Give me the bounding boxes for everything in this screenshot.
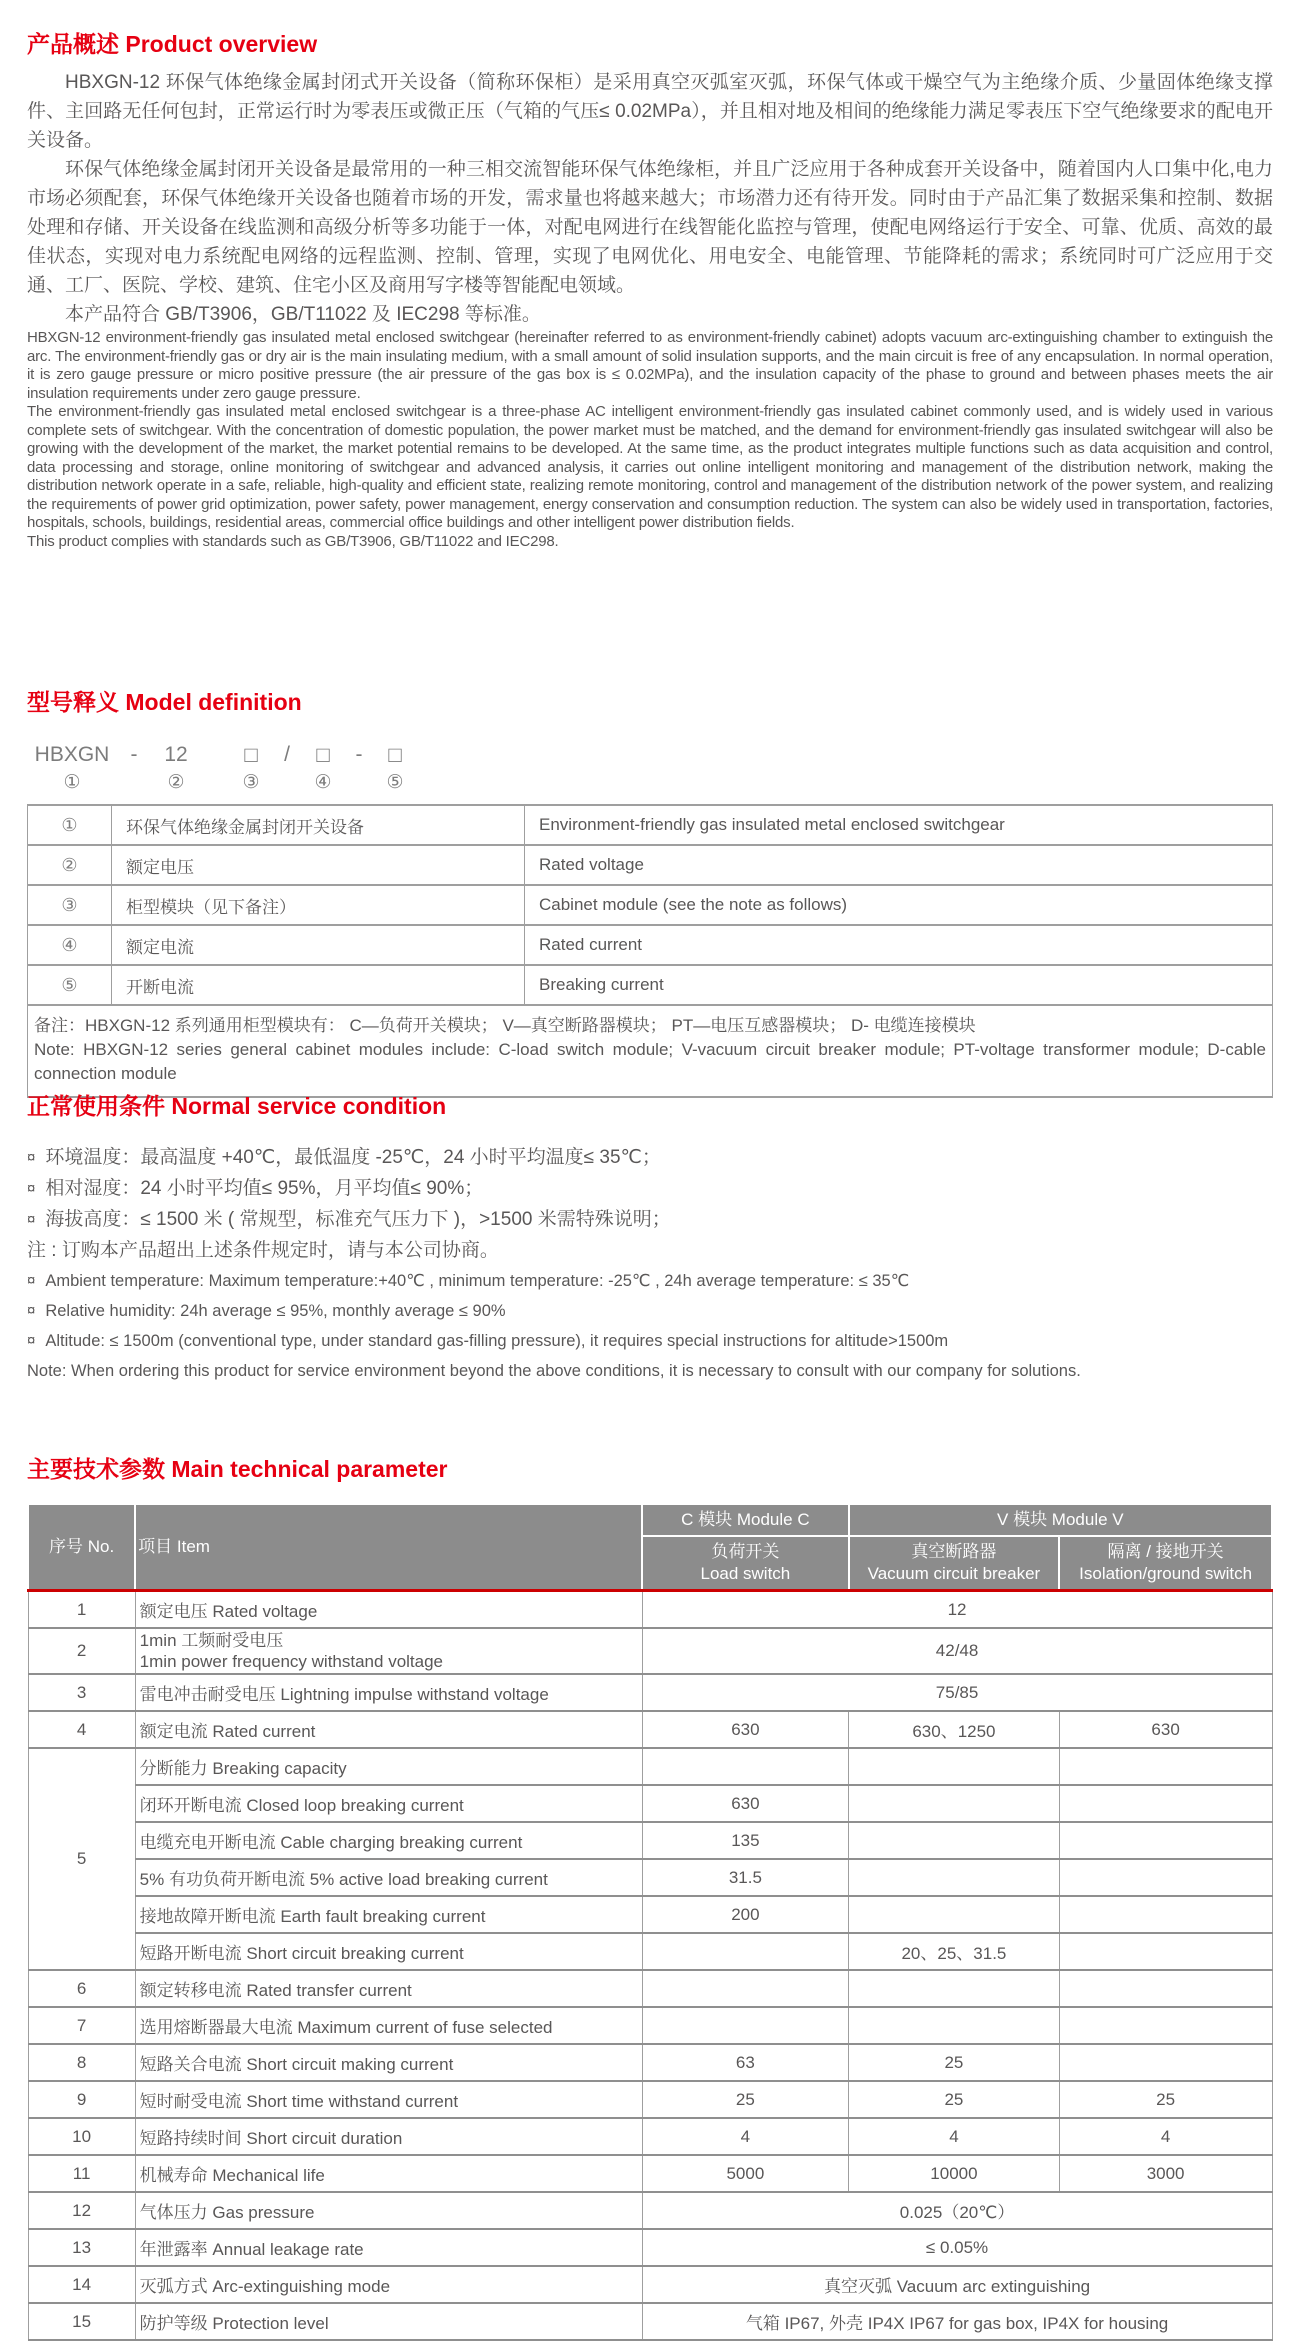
section-title-model-definition: 型号释义 Model definition [27, 689, 302, 715]
table-row: 8 短路关合电流 Short circuit making current 63 25 [28, 2044, 1272, 2081]
list-item: ¤ 环境温度：最高温度 +40℃，最低温度 -25℃，24 小时平均温度≤ 35℃； [27, 1142, 1273, 1173]
header-load-switch: 负荷开关 Load switch [642, 1536, 849, 1591]
header-no: 序号 No. [28, 1504, 135, 1591]
overview-paragraph-en-2: The environment-friendly gas insulated metal enclosed switchgear is a three-phase AC intelligent environment-friendly gas insulated cabinet commonly used, and is widely used in various complete sets of switchgear. With the concentration of domestic population, the power market must be matched, and the demand for environment-friendly gas insulated switchgear will also be growing with the development of the market, the market potential remains to be developed. At the same time, as the product integrates multiple functions such as data acquisition and control, data processing and storage, online monitoring of switchgear and advanced analysis, it carries out online intelligent monitoring and management of the distribution network, making the distribution network operate in a safe, reliable, high-quality and efficient state, realizing remote monitoring, control and management of the distribution network of the power system, and realizing the requirements of power grid optimization, power safety, power management, energy conservation and consumption reduction. The system can also be widely used in transportation, factories, hospitals, schools, buildings, residential areas, commercial office buildings and other intelligent power distribution fields. [27, 403, 1273, 531]
bullet-marker: ¤ [27, 1272, 36, 1289]
table-row: 2 1min 工频耐受电压 1min power frequency withstand voltage 42/48 [28, 1628, 1272, 1674]
table-row-note [28, 1005, 1273, 1097]
table-row: ④ 额定电流 Rated current [28, 925, 1273, 965]
bullet-marker: ¤ [27, 1302, 36, 1319]
list-item: ¤ Ambient temperature: Maximum temperature:+40℃ , minimum temperature: -25℃ , 24h average temperature: ≤ 35℃ [27, 1266, 1273, 1296]
header-isolation-ground-switch: 隔离 / 接地开关 Isolation/ground switch [1059, 1536, 1272, 1591]
section-title-service-condition: 正常使用条件 Normal service condition [27, 1093, 447, 1119]
service-note-en: Note: When ordering this product for service environment beyond the above conditions, it is necessary to consult with our company for solutions. [27, 1362, 1081, 1380]
model-code-prefix: HBXGN [34, 743, 110, 766]
section-title-product-overview: 产品概述 Product overview [27, 31, 318, 57]
table-row: ① 环保气体绝缘金属封闭开关设备 Environment-friendly gas insulated metal enclosed switchgear [28, 805, 1273, 845]
section-technical-parameter [27, 1455, 1273, 2333]
model-note-zh: 备注：HBXGN-12 系列通用柜型模块有： C—负荷开关模块； V—真空断路器模块； PT—电压互感器模块； D- 电缆连接模块 [34, 1016, 976, 1035]
table-row: 1 额定电压 Rated voltage 12 [28, 1591, 1272, 1629]
table-row: 3 雷电冲击耐受电压 Lightning impulse withstand voltage 75/85 [28, 1674, 1272, 1711]
table-row: 9 短时耐受电流 Short time withstand current 25 25 25 [28, 2081, 1272, 2118]
table-row: 11 机械寿命 Mechanical life 5000 10000 3000 [28, 2155, 1272, 2192]
service-condition-list [27, 1142, 1273, 1386]
table-row: 12 气体压力 Gas pressure 0.025（20℃） [28, 2192, 1272, 2229]
overview-paragraph-en-3: This product complies with standards such as GB/T3906, GB/T11022 and IEC298. [27, 532, 559, 550]
table-row: 14 灭弧方式 Arc-extinguishing mode 真空灭弧 Vacuum arc extinguishing [28, 2266, 1272, 2303]
section-model-definition [27, 688, 1273, 1090]
bullet-marker: ¤ [27, 1149, 36, 1166]
list-item: ¤ 相对湿度：24 小时平均值≤ 95%，月平均值≤ 90%； [27, 1173, 1273, 1204]
model-note-en: Note: HBXGN-12 series general cabinet modules include: C-load switch module; V-vacuum circuit breaker module; PT-voltage transformer module; D-cable connection module [34, 1040, 1266, 1083]
table-header [28, 1504, 1272, 1591]
table-row: 7 选用熔断器最大电流 Maximum current of fuse selected [28, 2007, 1272, 2044]
overview-paragraph-zh-2: 环保气体绝缘金属封闭开关设备是最常用的一种三相交流智能环保气体绝缘柜，并且广泛应用于各种成套开关设备中，随着国内人口集中化,电力市场必须配套，环保气体绝缘开关设备也随着市场的开发，需求量也将越来越大；市场潜力还有待开发。同时由于产品汇集了数据采集和控制、数据处理和存储、开关设备在线监测和高级分析等多功能于一体，对配电网进行在线智能化监控与管理，使配电网络运行于安全、可靠、优质、高效的最佳状态，实现对电力系统配电网络的远程监测、控制、管理，实现了电网优化、用电安全、电能管理、节能降耗的需求；系统同时可广泛应用于交通、工厂、医院、学校、建筑、住宅小区及商用写字楼等智能配电领域。 [27, 159, 1273, 296]
model-code-marks: ① ② ③ ④ ⑤ [63, 772, 404, 793]
table-row: 10 短路持续时间 Short circuit duration 4 4 4 [28, 2118, 1272, 2155]
list-item: ¤ Relative humidity: 24h average ≤ 95%, monthly average ≤ 90% [27, 1296, 1273, 1326]
table-row: 闭环开断电流 Closed loop breaking current 630 [28, 1785, 1272, 1822]
table-row: 4 额定电流 Rated current 630 630、1250 630 [28, 1711, 1272, 1748]
header-vacuum-circuit-breaker: 真空断路器 Vacuum circuit breaker [849, 1536, 1060, 1591]
table-row: 15 防护等级 Protection level 气箱 IP67, 外壳 IP4X IP67 for gas box, IP4X for housing [28, 2303, 1272, 2340]
model-code-box-1: □ [244, 742, 258, 767]
header-item: 项目 Item [135, 1504, 642, 1591]
model-code-box-2: □ [316, 742, 330, 767]
model-code: HBXGN - 12 □ / □ - □ [27, 742, 1273, 768]
table-row: 电缆充电开断电流 Cable charging breaking current 135 [28, 1822, 1272, 1859]
section-service-condition [27, 1092, 1273, 1452]
section-product-overview [27, 30, 1273, 686]
bullet-marker: ¤ [27, 1211, 36, 1228]
technical-parameters-table [27, 1503, 1273, 2341]
overview-paragraph-zh-3: 本产品符合 GB/T3906，GB/T11022 及 IEC298 等标准。 [65, 304, 541, 325]
list-item: ¤ 海拔高度：≤ 1500 米 ( 常规型，标准充气压力下 )，>1500 米需特殊说明； [27, 1204, 1273, 1235]
table-row: ③ 柜型模块（见下备注） Cabinet module (see the note as follows) [28, 885, 1273, 925]
bullet-marker: ¤ [27, 1180, 36, 1197]
model-definition-table [27, 804, 1273, 1098]
table-row: 6 额定转移电流 Rated transfer current [28, 1970, 1272, 2007]
header-module-v: V 模块 Module V [849, 1504, 1272, 1536]
header-module-c: C 模块 Module C [642, 1504, 849, 1536]
list-item: ¤ Altitude: ≤ 1500m (conventional type, under standard gas-filling pressure), it requires special instructions for altitude>1500m [27, 1326, 1273, 1356]
model-code-voltage: 12 [164, 743, 188, 766]
overview-paragraph-en-1: HBXGN-12 environment-friendly gas insulated metal enclosed switchgear (hereinafter referred to as environment-friendly cabinet) adopts vacuum arc-extinguishing chamber to extinguish the arc. The environment-friendly gas or dry air is the main insulating medium, with a small amount of solid insulation supports, and the main circuit is free of any encapsulation. In normal operation, it is zero gauge pressure or micro positive pressure (the air pressure of the gas box is ≤ 0.02MPa), and the insulation capacity of the phase to ground and between phases meets the air insulation requirements under zero gauge pressure. [27, 329, 1273, 402]
bullet-marker: ¤ [27, 1332, 36, 1349]
section-title-technical-parameter: 主要技术参数 Main technical parameter [27, 1456, 448, 1482]
table-row: ⑤ 开断电流 Breaking current [28, 965, 1273, 1005]
table-row: 5 分断能力 Breaking capacity [28, 1748, 1272, 1785]
table-row: 5% 有功负荷开断电流 5% active load breaking current 31.5 [28, 1859, 1272, 1896]
service-note-zh: 注 : 订购本产品超出上述条件规定时，请与本公司协商。 [27, 1240, 499, 1261]
table-row: 13 年泄露率 Annual leakage rate ≤ 0.05% [28, 2229, 1272, 2266]
model-code-box-3: □ [388, 742, 402, 767]
table-row: 接地故障开断电流 Earth fault breaking current 200 [28, 1896, 1272, 1933]
table-row: 短路开断电流 Short circuit breaking current 20、25、31.5 [28, 1933, 1272, 1970]
overview-paragraph-zh-1: HBXGN-12 环保气体绝缘金属封闭式开关设备（简称环保柜）是采用真空灭弧室灭弧，环保气体或干燥空气为主绝缘介质、少量固体绝缘支撑件、主回路无任何包封，正常运行时为零表压或微正压（气箱的气压≤ 0.02MPa），并且相对地及相间的绝缘能力满足零表压下空气绝缘要求的配电开关设备。 [27, 72, 1273, 151]
table-row: ② 额定电压 Rated voltage [28, 845, 1273, 885]
